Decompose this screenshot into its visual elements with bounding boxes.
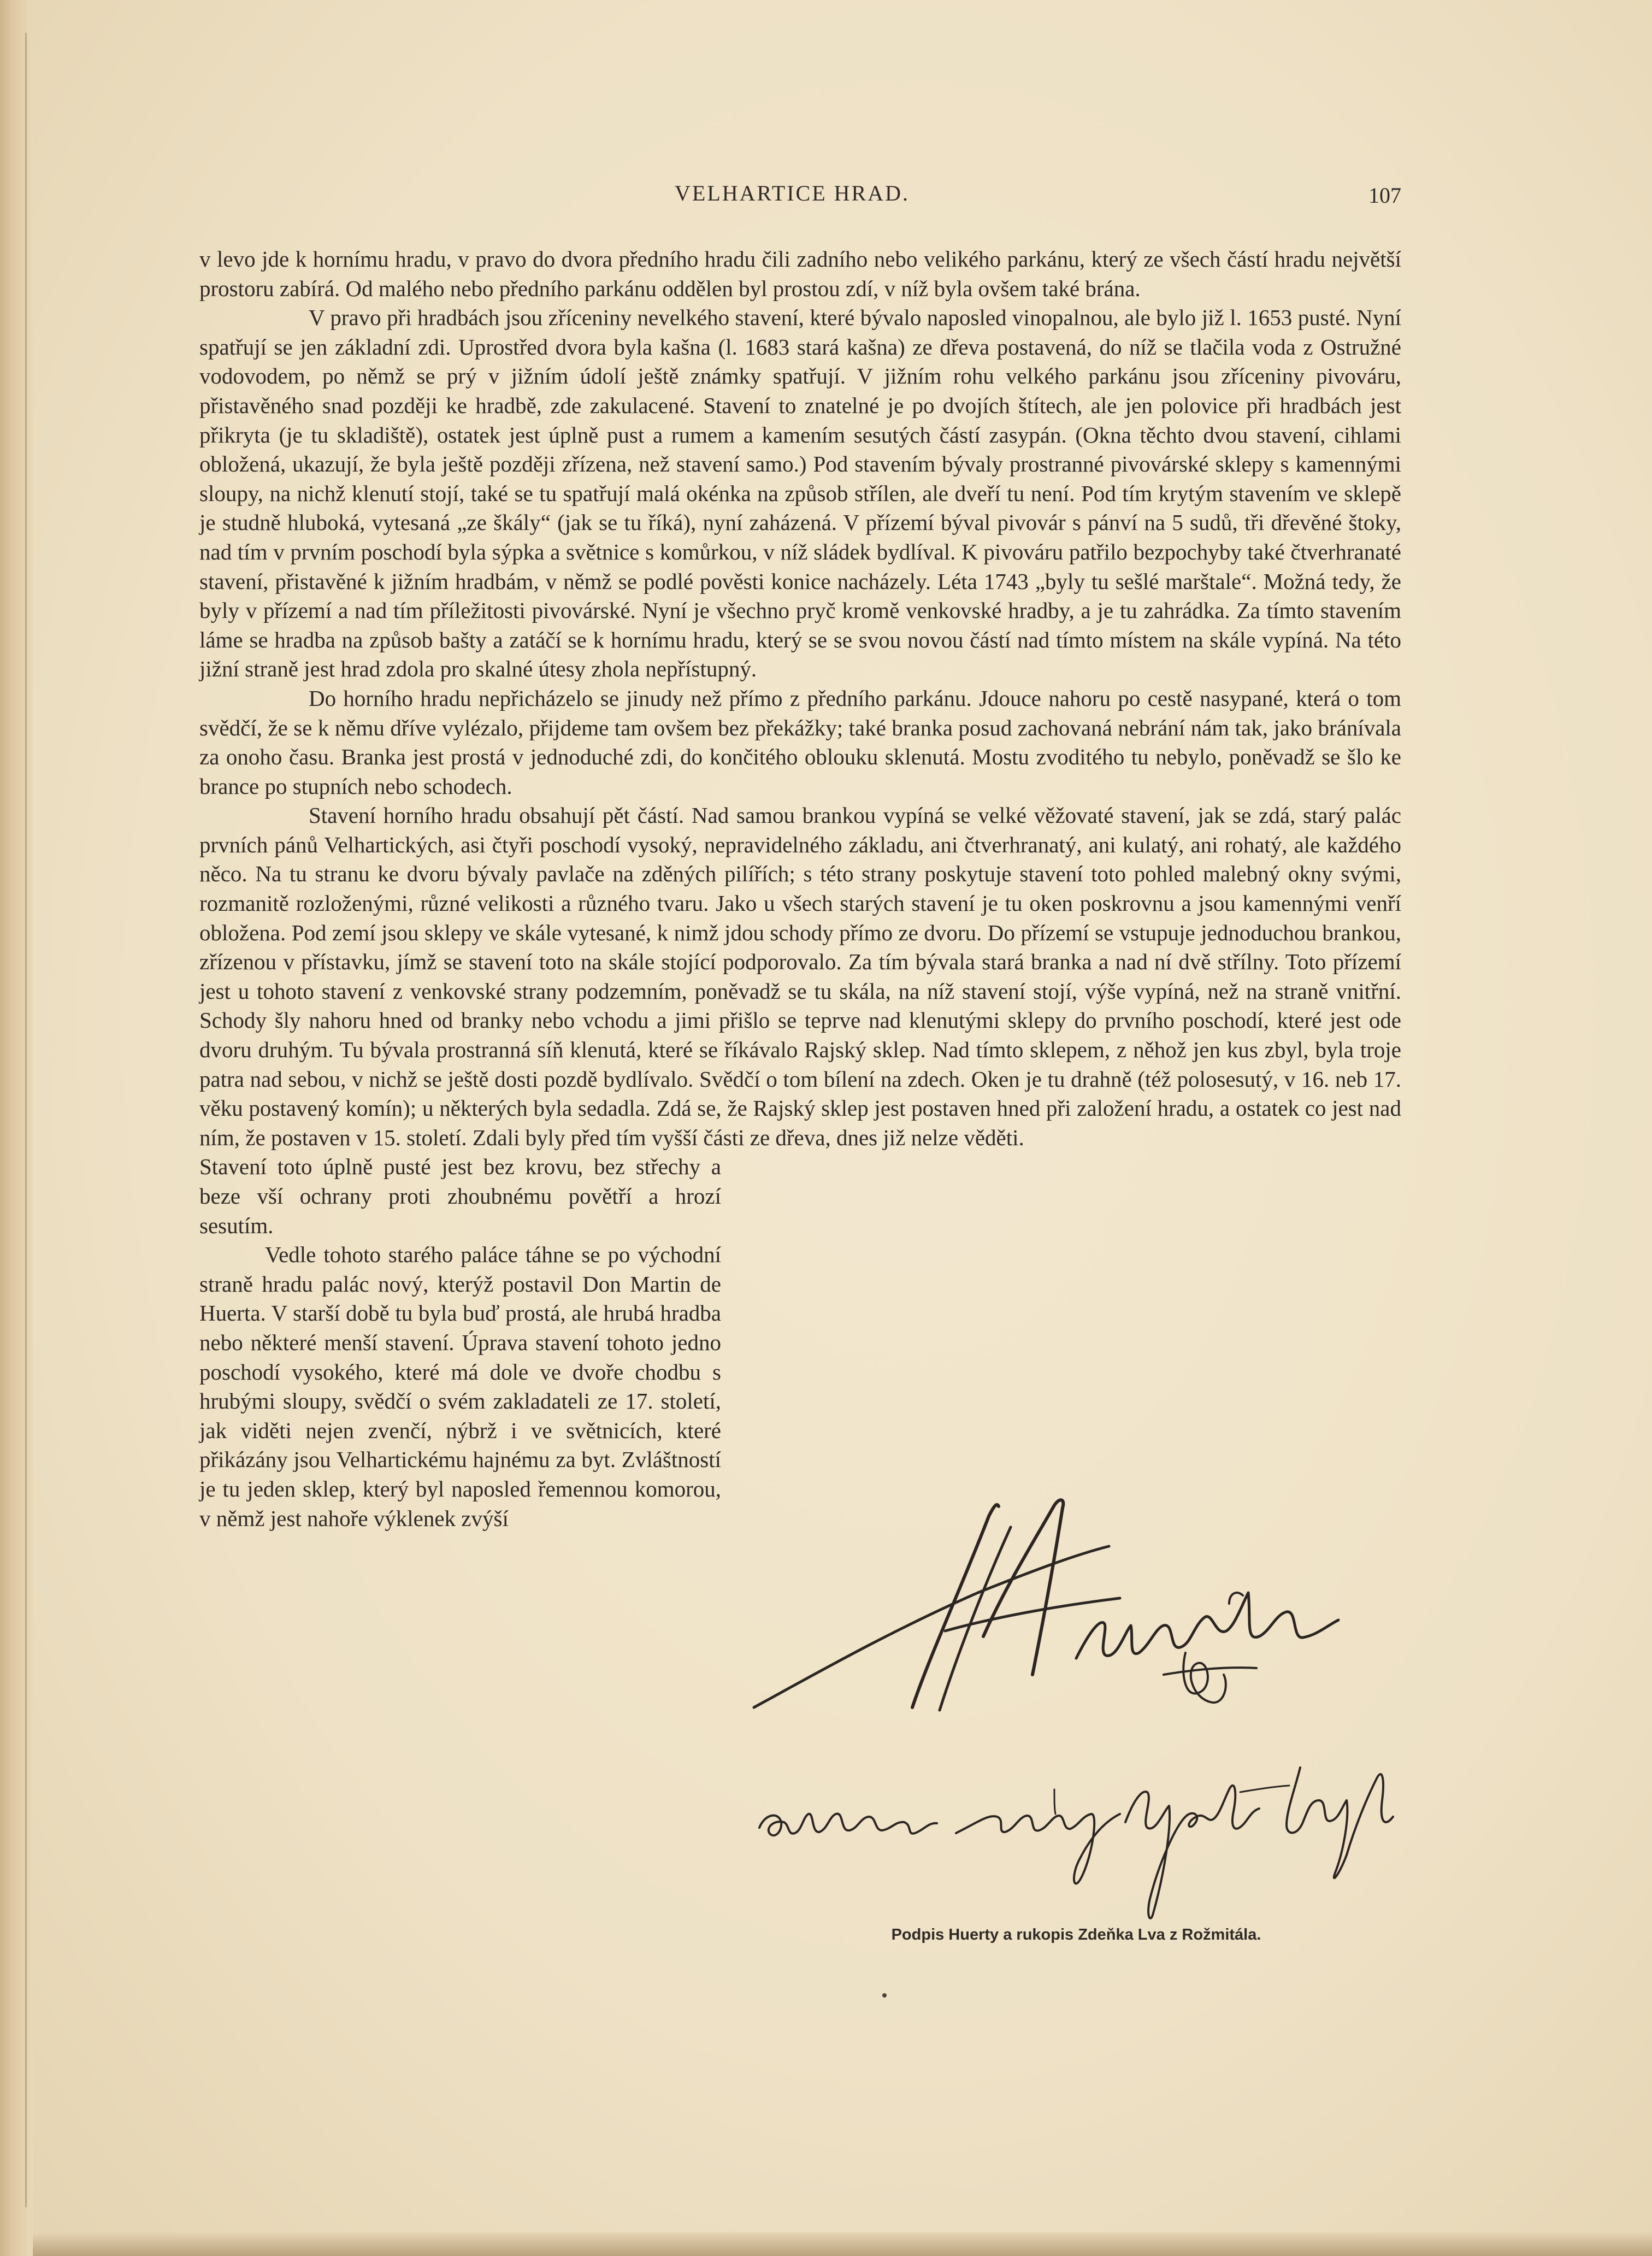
paragraph-4: Stavení horního hradu obsahují pět částí. Nad samou brankou vypíná se velké věžovaté stavení, jak se zdá, starý palác prvních pánů Velhartických, asi čtyři poschodí vysoký, nepravidelného základu, ani čtverhranatý, ani kulatý, ani rohatý, ale každého něco. Na tu stranu ke dvoru bývaly pavlače na zděných pilířích; s této strany poskytuje stavení toto pohled malebný okny svými, rozmanitě rozloženými, různé velikosti a různého tvaru. Jako u všech starých stavení je tu oken poskrovnu a jsou kamennými venří obložena. Pod zemí jsou sklepy ve skále vytesané, k nimž jdou schody přímo ze dvoru. Do přízemí se vstupuje jednoduchou brankou, zřízenou v přístavku, jímž se stavení toto na skále stojící podporovalo. Za tím bývala stará branka a nad ní dvě střílny. Toto přízemí jest u tohoto stavení z venkovské strany podzemním, poněvadž se tu skála, na níž stavení stojí, výše vypíná, než na straně vnitřní. Schody šly nahoru hned od branky nebo vchodu a jimi přišlo se teprve nad klenutými sklepy do prvního poschodí, které jest ode dvoru druhým. Tu bývala prostranná síň klenutá, které se říkávalo Rajský sklep. Nad tímto sklepem, z něhož jen kus zbyl, byla troje patra nad sebou, v nichž se ještě dosti pozdě bydlívalo. Svědčí o tom bílení na zdech. Oken je tu drahně (též polosesutý, v 16. neb 17. věku postavený komín); u některých byla sedadla. Zdá se, že Rajský sklep jest postaven hned při založení hradu, a ostatek co jest nad ním, že postaven v 15. století. Zdali byly před tím vyšší části ze dřeva, dnes již nelze věděti. [199,803,1401,1150]
ink-speck [882,1993,887,1998]
body-text [199,245,1401,1533]
signature-drawing [748,1494,1404,1926]
paragraph-3: Do horního hradu nepřicházelo se jinudy než přímo z předního parkánu. Jdouce nahoru po cestě nasypané, která o tom svědčí, že se k němu dříve vylézalo, přijdeme tam ovšem bez překážky; také branka posud zachovaná nebrání nám tak, jako bránívala za onoho času. Branka jest prostá v jednoduché zdi, do končitého oblouku sklenutá. Mostu zvoditého tu nebylo, poněvadž se šlo ke brance po stupních nebo schodech. [199,685,1401,799]
paragraph-1: v levo jde k hornímu hradu, v pravo do dvora předního hradu čili zadního nebo velikého parkánu, který ze všech částí hradu největší prostoru zabírá. Od malého nebo předního parkánu oddělen byl prostou zdí, v níž byla ovšem také brána. [199,246,1401,301]
paragraph-4-continuation: Stavení toto úplně pusté jest bez krovu, bez střechy a beze vší ochrany proti zhoubnému povětří a hrozí sesutím. [199,1154,721,1238]
page-bottom-edge [33,2233,1652,2256]
signature-figure [748,1494,1404,1953]
page-header [199,180,1401,213]
page-number: 107 [1368,183,1401,208]
binding-crease [25,33,27,2207]
figure-caption: Podpis Huerty a rukopis Zdeňka Lva z Rožmitála. [891,1926,1261,1943]
book-binding [0,0,33,2256]
paragraph-5: Vedle tohoto starého paláce táhne se po východní straně hradu palác nový, kterýž postavil Don Martin de Huerta. V starší době tu byla buď prostá, ale hrubá hradba nebo některé menší stavení. Úprava stavení tohoto jedno poschodí vysokého, které má dole ve dvoře chodbu s hrubými sloupy, svědčí o svém zakladateli ze 17. století, jak viděti nejen zvenčí, nýbrž i ve světnicích, které přikázány jsou Velhartickému hajnému za byt. Zvláštností je tu jeden sklep, který byl naposled řemennou komorou, v němž jest nahoře výklenek zvýší [199,1242,721,1531]
running-head: VELHARTICE HRAD. [675,181,910,205]
paragraph-2: V pravo při hradbách jsou zříceniny nevelkého stavení, které bývalo naposled vinopalnou, ale bylo již l. 1653 pusté. Nyní spatřují se jen základní zdi. Uprostřed dvora byla kašna (l. 1683 stará kašna) ze dřeva postavená, do níž se tlačila voda z Ostružné vodovodem, po němž se prý v jižním údolí ještě známky spatřují. V jižním rohu velkého parkánu jsou zříceniny pivováru, přistavěného snad později ke hradbě, zde zakulacené. Stavení to znatelné je po dvojích štítech, ale jen polovice při hradbách jest přikryta (je tu skladiště), ostatek jest úplně pust a rumem a kamením sesutých částí zasypán. (Okna těchto dvou stavení, cihlami obložená, ukazují, že byla ještě později zřízena, než stavení samo.) Pod stavením bývaly prostranné pivovárské sklepy s kamennými sloupy, na nichž klenutí stojí, také se tu spatřují malá okénka na způsob střílen, ale dveří tu není. Pod tím krytým stavením ve sklepě je studně hluboká, vytesaná „ze škály“ (jak se tu říká), nyní zaházená. V přízemí býval pivovár s pánví na 5 sudů, tři dřevěné štoky, nad tím v prvním poschodí byla sýpka a světnice s komůrkou, v níž sládek bydlíval. K pivováru patřilo bezpochyby také čtverhranaté stavení, přistavěné k jižním hradbám, v němž se podlé pověsti konice nacházely. Léta 1743 „byly tu sešlé marštale“. Možná tedy, že byly v přízemí a nad tím příležitosti pivovárské. Nyní je všechno pryč kromě venkovské hradby, a je tu zahrádka. Za tímto stavením láme se hradba na způsob bašty a zatáčí se k hornímu hradu, který se se svou novou částí nad tímto místem na skále vypíná. Na této jižní straně jest hrad zdola pro skalné útesy zhola nepřístupný. [199,305,1401,682]
